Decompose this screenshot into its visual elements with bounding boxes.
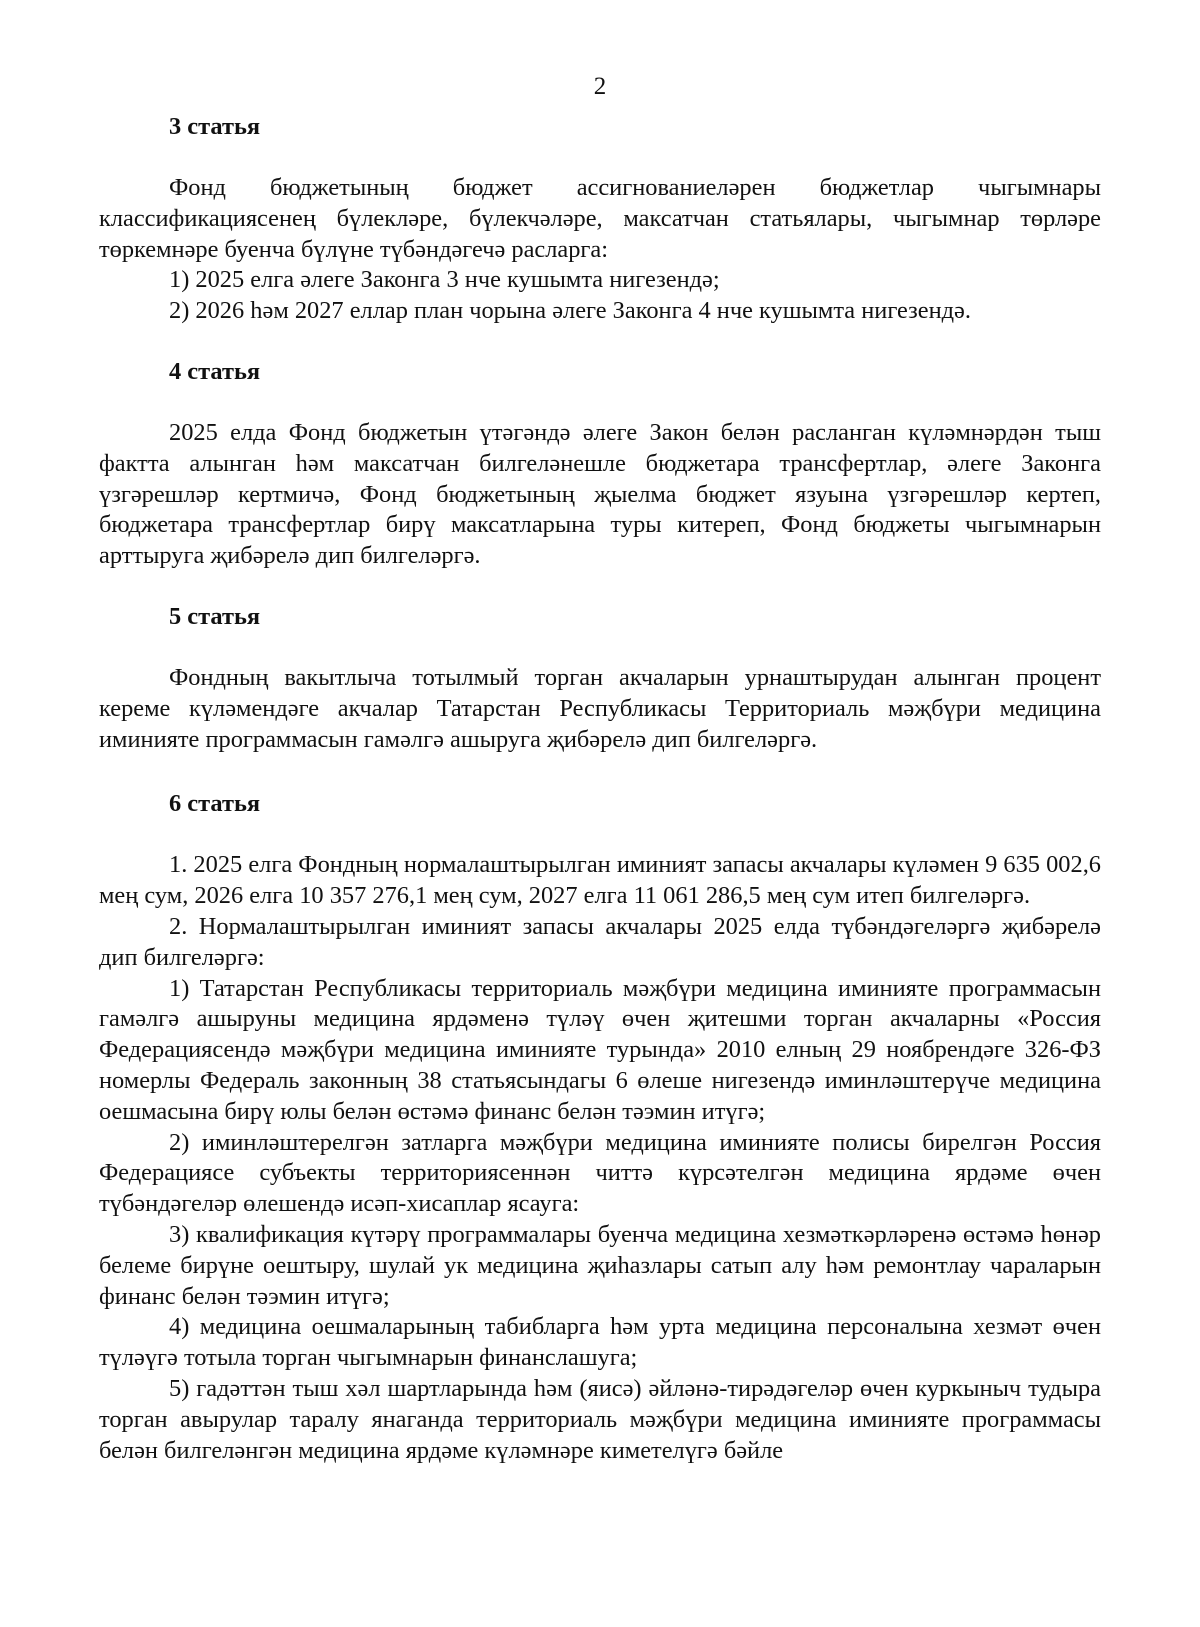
article-5 (99, 602, 1101, 755)
paragraph: 2025 елда Фонд бюджетын үтәгәндә әлеге Закон белән расланган күләмнәрдән тыш фактта алынган һәм максатчан билгеләнешле бюджетара трансфертлар, әлеге Законга үзгәрешләр кертмичә, Фонд бюджетының җыелма бюджет язуына үзгәрешләр кертеп, бюджетара трансфертлар бирү максатларына туры китереп, Фонд бюджеты чыгымнарын арттыруга җибәрелә дип билгеләргә. (99, 418, 1101, 570)
paragraph: 1. 2025 елга Фондның нормалаштырылган иминият запасы акчалары күләмен 9 635 002,6 мең сум, 2026 елга 10 357 276,1 мең сум, 2027 елга 11 061 286,5 мең сум итеп билгеләргә. (99, 851, 1101, 910)
article-title: 5 статья (169, 602, 261, 630)
paragraph: 2. Нормалаштырылган иминият запасы акчалары 2025 елда түбәндәгеләргә җибәрелә дип билгеләргә: (99, 912, 1101, 971)
list-item: 3) квалификация күтәрү программалары буенча медицина хезмәткәрләренә өстәмә һөнәр белеме бирүне оештыру, шулай ук медицина җиһазлары сатып алу һәм ремонтлау чараларын финанс белән тәэмин итүгә; (99, 1220, 1101, 1310)
page-number: 2 (593, 73, 607, 100)
article-4 (99, 357, 1101, 572)
article-title: 6 статья (169, 790, 261, 818)
list-item: 1) 2025 елга әлеге Законга 3 нче кушымта нигезендә; (169, 266, 720, 294)
list-item: 2) 2026 һәм 2027 еллар план чорына әлеге Законга 4 нче кушымта нигезендә. (169, 297, 971, 325)
article-6 (99, 789, 1101, 1466)
article-3 (99, 112, 1101, 327)
article-title: 4 статья (169, 357, 261, 385)
paragraph: Фондның вакытлыча тотылмый торган акчаларын урнаштырудан алынган процент кереме күләмендәге акчалар Татарстан Республикасы Территориаль мәҗбүри медицина иминияте программасын гамәлгә ашыруга җибәрелә дип билгеләргә. (99, 663, 1101, 753)
list-item: 5) гадәттән тыш хәл шартларында һәм (яисә) әйләнә-тирәдәгеләр өчен куркыныч тудыра торган авырулар таралу янаганда территориаль мәҗбүри медицина иминияте программасы белән билгеләнгән медицина ярдәме күләмнәре киметелүгә бәйле (99, 1374, 1101, 1464)
list-item: 1) Татарстан Республикасы территориаль мәҗбүри медицина иминияте программасын гамәлгә ашыруны медицина ярдәменә түләү өчен җитешми торган акчаларны «Россия Федерациясендә мәҗбүри медицина иминияте турында» 2010 елның 29 ноябрендәге 326-ФЗ номерлы Федераль законның 38 статьясындагы 6 өлеше нигезендә иминләштерүче медицина оешмасына бирү юлы белән өстәмә финанс белән тәэмин итүгә; (99, 974, 1101, 1125)
paragraph: Фонд бюджетының бюджет ассигнованиеләрен бюджетлар чыгымнары классификациясенең бүлекләре, бүлекчәләре, максатчан статьялары, чыгымнар төрләре төркемнәре буенча бүлүне түбәндәгечә расларга: (99, 174, 1101, 263)
list-item: 4) медицина оешмаларының табибларга һәм урта медицина персоналына хезмәт өчен түләүгә тотыла торган чыгымнарын финанслашуга; (99, 1313, 1101, 1372)
list-item: 2) иминләштерелгән затларга мәҗбүри медицина иминияте полисы бирелгән Россия Федерациясе субъекты территориясеннән читтә күрсәтелгән медицина ярдәме өчен түбәндәгеләр өлешендә исәп-хисаплар ясауга: (99, 1128, 1101, 1218)
article-title: 3 статья (169, 113, 261, 140)
document-body (99, 112, 1101, 1466)
